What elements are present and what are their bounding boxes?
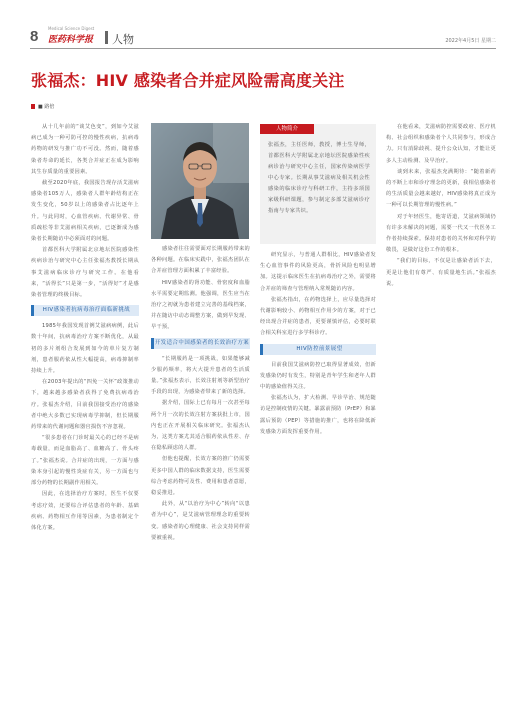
paragraph: 感染者往往需要面对长期服药带来的各种问题。在临床实践中，张福杰团队在合并症管理方面积累了丰富经验。 [151,246,250,275]
author-marker [31,104,35,109]
section-label: 人物 [112,33,134,46]
paragraph: 对于年轻医生，他寄语道，艾滋病领域仍有许多未解决的问题，需要一代又一代医务工作者持续探索。保持对患者的关怀和对科学的敬畏，是做好这份工作的根本。 [386,213,496,254]
text-column-4 [386,122,496,716]
text-column-2 [151,244,250,716]
paragraph: “我们的目标，不仅是让感染者活下去，更是让他们有尊严、有质量地生活。”张福杰说。 [386,258,496,287]
header-rule [30,48,496,49]
paragraph: 研究显示，与普通人群相比，HIV感染者发生心血管事件的风险更高，骨折风险也明显增加。这提示临床医生在抗病毒治疗之外，需要将合并症的筛查与管理纳入常规随访内容。 [260,252,376,292]
profile-box [260,124,376,244]
text-column-1 [31,122,139,716]
article-author: ■ 路倍 [38,104,55,110]
paragraph: 张福杰认为，扩大检测、早诊早治、规范随访是控制疫情的关键。暴露前预防（PrEP）和暴露后预防（PEP）等措施的推广，也将在降低新发感染方面发挥重要作用。 [260,395,376,435]
paragraph: 从十几年前的“谈艾色变”，到如今艾滋病已成为一种可防可控的慢性疾病，抗病毒药物的研发与推广功不可没。然而，随着感染者寿命的延长，各类合并症正在成为影响其生存质量的重要因素。 [31,124,139,175]
profile-box-text: 张福杰，主任医师，教授，博士生导师，首都医科大学附属北京地坛医院感染性疾病诊治与研究中心主任，国家传染病医学中心专家。长期从事艾滋病及相关机会性感染的临床诊疗与科研工作，主持多项国家级科研课题，参与制定多部艾滋病诊疗指南与专家共识。 [268,142,370,214]
paragraph: 首都医科大学附属北京地坛医院感染性疾病诊治与研究中心主任张福杰教授长期从事艾滋病临床诊疗与研究工作。在他看来，“活得长”只是第一步，“活得好”才是感染者管理的终极目标。 [31,247,139,299]
paragraph: 据介绍，国际上已有每月一次甚至每两个月一次的长效注射方案获批上市，国内也正在开展相关临床研究。张福杰认为，这类方案尤其适合服药依从性差、存在隐私顾虑的人群。 [151,400,250,452]
article-title: 张福杰：HIV 感染者合并症风险需高度关注 [31,71,345,90]
paragraph: 截至2020年底，我国报告现存活艾滋病感染者105万人，感染者人群年龄结构正在发生变化，50岁以上的感染者占比逐年上升。与此同时，心血管疾病、代谢异常、骨质疏松等非艾滋病相关疾病，已逐渐成为感染者长期随访中必须面对的问题。 [31,180,139,243]
portrait-illustration [151,123,249,239]
paragraph: “很多患者在门诊时最关心的已经不是病毒载量，而是血脂高了、血糖高了、骨头疼了。”张福杰说。合并症的出现，一方面与感染本身引起的慢性炎症有关，另一方面也与部分药物的长期副作用相关。 [31,435,139,487]
paragraph: 但他也提醒，长效方案的推广仍需要更多中国人群的临床数据支持，医生需要综合考虑药物可及性、费用和患者意愿，稳妥推进。 [151,456,250,497]
paragraph: 在2003年提出的“四免一关怀”政策推动下，越来越多感染者获得了免费抗病毒治疗。张福杰介绍，目前我国接受治疗的感染者中绝大多数已实现病毒学抑制，但长期服药带来的代谢问题和器官损伤不容忽视。 [31,379,139,431]
issue-date: 2022年4月5日 星期二 [445,38,496,44]
section-subheading: HIV防控前景展望 [260,344,376,355]
section-subheading: HIV感染者抗病毒治疗面临新挑战 [31,305,139,316]
text-column-3 [260,250,376,716]
paragraph: “长期服药是一项挑战，如果能够减少服药频率，将大大提升患者的生活质量。”张福杰表示，长效注射剂等新型治疗手段的出现，为感染者带来了新的选择。 [151,355,250,396]
paragraph: 1985年我国发现首例艾滋病病例，此后数十年间，抗病毒治疗方案不断优化，从最初的多片剂组合发展到如今的单片复方制剂，患者服药依从性大幅提高，病毒抑制率持续上升。 [31,323,139,375]
publication-name-cn: 医药科学报 [48,35,94,45]
page-number: 8 [30,28,39,45]
paragraph: 目前我国艾滋病防控已取得显著成效，但新发感染仍时有发生，特别是青年学生和老年人群中的感染值得关注。 [260,361,376,391]
paragraph: 此外，从“以治疗为中心”转向“以患者为中心”，是艾滋病管理理念的重要转变。感染者的心理健康、社会支持同样需要被重视。 [151,501,250,541]
profile-box-heading: 人物简介 [260,124,314,134]
paragraph: 谈到未来，张福杰充满期待：“随着新药的不断上市和诊疗理念的更新，我相信感染者的生活质量会越来越好，HIV感染将真正成为一种可以长期管理的慢性病。” [386,168,496,209]
paragraph: HIV感染者的肾功能、骨密度和血脂水平需要定期监测。他强调，医生应当在治疗之初就为患者建立完善的基线档案，并在随访中动态调整方案，做到早发现、早干预。 [151,279,250,331]
page-header [0,0,524,48]
section-subheading: 开发适合中国感染者的长效治疗方案 [151,338,250,349]
publication-name-en: Medical Science Digest [48,26,95,31]
section-divider [105,31,108,44]
paragraph: 在他看来，艾滋病防控需要政府、医疗机构、社会组织和感染者个人共同参与，形成合力。只有消除歧视、提升公众认知，才能让更多人主动检测、及早治疗。 [386,124,496,164]
paragraph: 张福杰指出，在药物选择上，应尽量选择对代谢影响较小、药物相互作用少的方案，对于已经出现合并症的患者，更要谨慎评估，必要时联合相关科室进行多学科诊疗。 [260,296,376,337]
paragraph: 因此，在选择治疗方案时，医生不仅要考虑疗效，还要综合评估患者的年龄、基础疾病、药物相互作用等因素，为患者制定个体化方案。 [31,491,139,531]
portrait-photo [151,123,249,239]
